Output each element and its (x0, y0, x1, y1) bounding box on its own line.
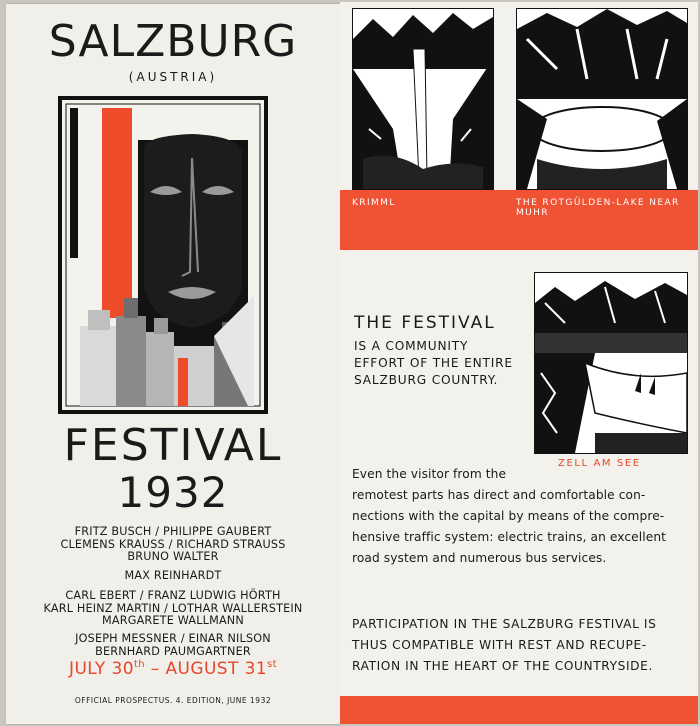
participation-paragraph (352, 614, 698, 677)
festival-sub-line: SALZBURG COUNTRY. (354, 373, 499, 387)
paragraph-line: PARTICIPATION IN THE SALZBURG FESTIVAL IS (352, 617, 657, 631)
conductor-line: BRUNO WALTER (127, 550, 219, 564)
paragraph-line: RATION IN THE HEART OF THE COUNTRYSIDE. (352, 659, 653, 673)
artists-list (6, 633, 340, 658)
krimml-woodcut-image (352, 8, 494, 190)
paragraph-line: road system and numerous bus services. (352, 551, 607, 565)
bottom-red-band (340, 696, 698, 724)
date-end: AUGUST 31 (165, 659, 268, 679)
paragraph-line: THUS COMPATIBLE WITH REST AND RECUPE- (352, 638, 647, 652)
zell-am-see-caption: ZELL AM SEE (558, 458, 641, 469)
rotgulden-caption: THE ROTGÜLDEN-LAKE NEAR MUHR (516, 198, 680, 218)
zell-am-see-woodcut-image (534, 272, 688, 454)
conductor-line: FRITZ BUSCH / PHILIPPE GAUBERT (74, 525, 272, 538)
cover-title: SALZBURG (48, 16, 298, 67)
festival-mask-illustration (58, 96, 268, 414)
cover-year: 1932 (117, 468, 229, 517)
artist-line: BERNHARD PAUMGARTNER (95, 644, 251, 658)
producers-list (6, 590, 340, 628)
paragraph-line: Even the visitor from the (352, 467, 507, 481)
director-list (6, 570, 340, 583)
date-start-suffix: th (133, 659, 145, 670)
festival-sub-line: IS A COMMUNITY (354, 339, 469, 353)
prospectus-footnote: OFFICIAL PROSPECTUS. 4. EDITION, JUNE 1932 (74, 696, 272, 705)
date-start: JULY 30 (69, 659, 134, 679)
cover-country: (AUSTRIA) (128, 70, 218, 84)
festival-heading: THE FESTIVAL (354, 313, 496, 333)
producer-line: MARGARETE WALLMANN (102, 614, 244, 628)
info-panel (340, 2, 698, 724)
artist-line: JOSEPH MESSNER / EINAR NILSON (75, 632, 271, 645)
rotgulden-lake-woodcut-image (516, 8, 688, 190)
paragraph-line: nections with the capital by means of the compre- (352, 509, 665, 523)
cover-festival-word: FESTIVAL (63, 420, 283, 471)
transport-paragraph (352, 464, 692, 569)
krimml-caption: KRIMML (352, 198, 396, 208)
conductors-list (6, 526, 340, 564)
producer-line: CARL EBERT / FRANZ LUDWIG HÖRTH (65, 589, 281, 602)
cover-panel (6, 4, 340, 724)
conductor-line: CLEMENS KRAUSS / RICHARD STRAUSS (60, 537, 286, 551)
director-line: MAX REINHARDT (124, 569, 222, 582)
festival-sub-line: EFFORT OF THE ENTIRE (354, 356, 513, 370)
paragraph-line: remotest parts has direct and comfortable con- (352, 488, 646, 502)
paragraph-line: hensive traffic system: electric trains, an excellent (352, 530, 667, 544)
date-separator: – (145, 659, 166, 679)
producer-line: KARL HEINZ MARTIN / LOTHAR WALLERSTEIN (43, 601, 303, 615)
festival-dates (6, 659, 340, 679)
festival-subheading (354, 338, 513, 389)
date-end-suffix: st (267, 659, 277, 670)
